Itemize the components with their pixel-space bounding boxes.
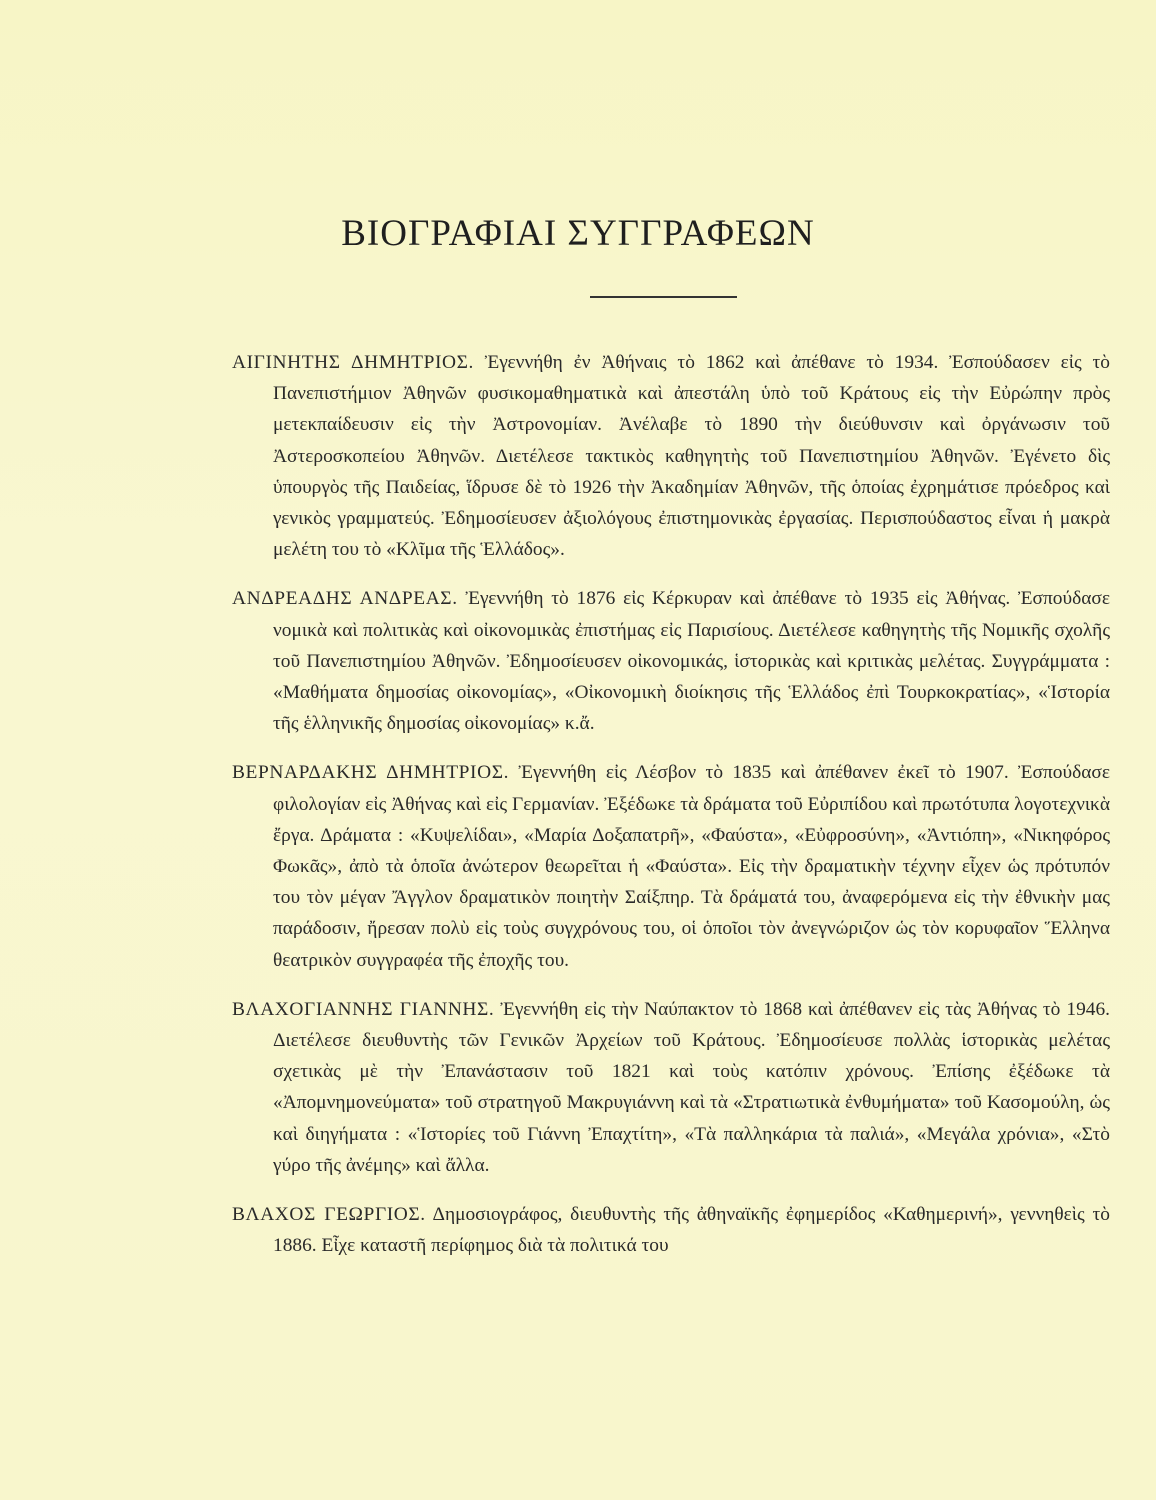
title-rule <box>590 296 737 298</box>
bleed-through-shadow <box>150 60 1050 230</box>
page-title: ΒΙΟΓΡΑΦΙΑΙ ΣΥΓΓΡΑΦΕΩΝ <box>341 213 815 254</box>
biography-text: Ἐγεννήθη εἰς τὴν Ναύπακτον τὸ 1868 καὶ ἀπέθανεν εἰς τὰς Ἀθήνας τὸ 1946. Διετέλεσε διευθυντὴς τῶν Γενικῶν Ἀρχείων τοῦ Κράτους. Ἐδημοσίευσε πολλὰς ἱστορικὰς μελέτας σχετικὰς μὲ τὴν Ἐπανάστασιν τοῦ 1821 καὶ τοὺς κατόπιν χρόνους. Ἐπίσης ἐξέδωκε τὰ «Ἀπομνημονεύματα» τοῦ στρατηγοῦ Μακρυγιάννη καὶ τὰ «Στρατιωτικὰ ἐνθυμήματα» τοῦ Κασομούλη, ὡς καὶ διηγήματα : «Ἱστορίες τοῦ Γιάννη Ἐπαχτίτη», «Τὰ παλληκάρια τὰ παλιά», «Μεγάλα χρόνια», «Στὸ γύρο τῆς ἀνέμης» καὶ ἄλλα. <box>273 998 1110 1176</box>
biography-entry <box>232 1199 1110 1261</box>
biography-entry <box>232 583 1110 739</box>
author-name: ΑΝΔΡΕΑΔΗΣ ΑΝΔΡΕΑΣ. <box>232 588 458 610</box>
biography-entry <box>232 994 1110 1181</box>
biography-entry <box>232 347 1110 565</box>
biography-entry <box>232 757 1110 975</box>
biography-text: Ἐγεννήθη εἰς Λέσβον τὸ 1835 καὶ ἀπέθανεν ἐκεῖ τὸ 1907. Ἐσπούδασε φιλολογίαν εἰς Ἀθήνας καὶ εἰς Γερμανίαν. Ἐξέδωκε τὰ δράματα τοῦ Εὐριπίδου καὶ πρωτότυπα λογοτεχνικὰ ἔργα. Δράματα : «Κυψελίδαι», «Μαρία Δοξαπατρῆ», «Φαύστα», «Εὐφροσύνη», «Ἀντιόπη», «Νικηφόρος Φωκᾶς», ἀπὸ τὰ ὁποῖα ἀνώτερον θεωρεῖται ἡ «Φαύστα». Εἰς τὴν δραματικὴν τέχνην εἶχεν ὡς πρότυπόν του τὸν μέγαν Ἄγγλον δραματικὸν ποιητὴν Σαίξπηρ. Τὰ δράματά του, ἀναφερόμενα εἰς τὴν ἐθνικὴν μας παράδοσιν, ἤρεσαν πολὺ εἰς τοὺς συγχρόνους του, οἱ ὁποῖοι τὸν ἀνεγνώριζον ὡς τὸν κορυφαῖον Ἕλληνα θεατρικὸν συγγραφέα τῆς ἐποχῆς του. <box>273 762 1110 971</box>
author-name: ΑΙΓΙΝΗΤΗΣ ΔΗΜΗΤΡΙΟΣ. <box>232 352 474 373</box>
biographies-body <box>232 347 1110 1279</box>
author-name: ΒΕΡΝΑΡΔΑΚΗΣ ΔΗΜΗΤΡΙΟΣ. <box>232 762 510 784</box>
biography-text: Ἐγεννήθη ἐν Ἀθήναις τὸ 1862 καὶ ἀπέθανε τὸ 1934. Ἐσπούδασεν εἰς τὸ Πανεπιστήμιον Ἀθηνῶν φυσικομαθηματικὰ καὶ ἀπεστάλη ὑπὸ τοῦ Κράτους εἰς τὴν Εὐρώπην πρὸς μετεκπαίδευσιν εἰς τὴν Ἀστρονομίαν. Ἀνέλαβε τὸ 1890 τὴν διεύθυνσιν καὶ ὀργάνωσιν τοῦ Ἀστεροσκοπείου Ἀθηνῶν. Διετέλεσε τακτικὸς καθηγητὴς τοῦ Πανεπιστημίου Ἀθηνῶν. Ἐγένετο δὶς ὑπουργὸς τῆς Παιδείας, ἵδρυσε δὲ τὸ 1926 τὴν Ἀκαδημίαν Ἀθηνῶν, τῆς ὁποίας ἐχρημάτισε πρόεδρος καὶ γενικὸς γραμματεύς. Ἐδημοσίευσεν ἀξιολόγους ἐπιστημονικὰς ἐργασίας. Περισπούδαστος εἶναι ἡ μακρὰ μελέτη του τὸ «Κλῖμα τῆς Ἑλλάδος». <box>273 352 1110 561</box>
author-name: ΒΛΑΧΟΓΙΑΝΝΗΣ ΓΙΑΝΝΗΣ. <box>232 998 495 1020</box>
biography-text: Δημοσιογράφος, διευθυντὴς τῆς ἀθηναϊκῆς ἐφημερίδος «Καθημερινή», γεννηθεὶς τὸ 1886. Εἶχε καταστῆ περίφημος διὰ τὰ πολιτικά του <box>273 1204 1110 1257</box>
author-name: ΒΛΑΧΟΣ ΓΕΩΡΓΙΟΣ. <box>232 1204 426 1226</box>
biography-text: Ἐγεννήθη τὸ 1876 εἰς Κέρκυραν καὶ ἀπέθανε τὸ 1935 εἰς Ἀθήνας. Ἐσπούδασε νομικὰ καὶ πολιτικὰς καὶ οἰκονομικὰς ἐπιστήμας εἰς Παρισίους. Διετέλεσε καθηγητὴς τῆς Νομικῆς σχολῆς τοῦ Πανεπιστημίου Ἀθηνῶν. Ἐδημοσίευσεν οἰκονομικάς, ἱστορικὰς καὶ κριτικὰς μελέτας. Συγγράμματα : «Μαθήματα δημοσίας οἰκονομίας», «Οἰκονομικὴ διοίκησις τῆς Ἑλλάδος ἐπὶ Τουρκοκρατίας», «Ἱστορία τῆς ἑλληνικῆς δημοσίας οἰκονομίας» κ.ἄ. <box>273 588 1110 735</box>
